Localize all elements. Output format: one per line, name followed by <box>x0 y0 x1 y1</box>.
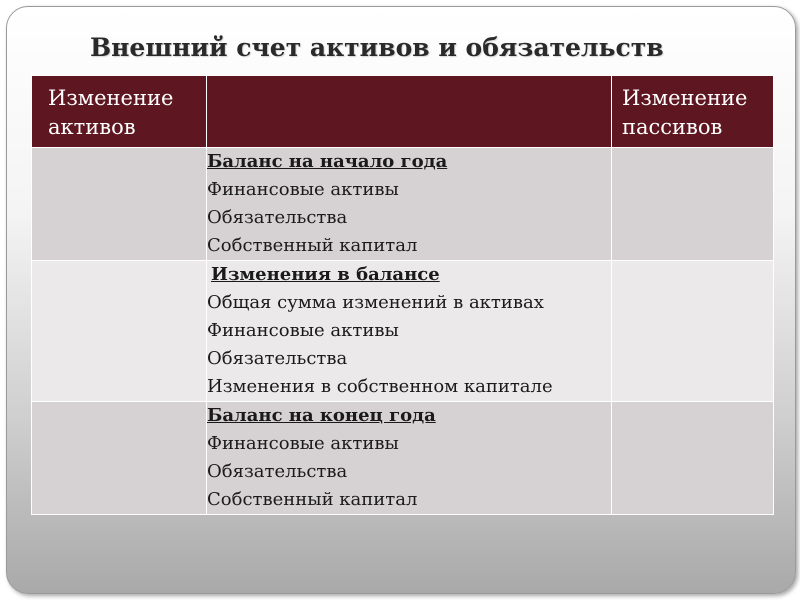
asset-changes-cell <box>32 261 207 402</box>
table-header-row <box>32 76 774 148</box>
accounts-table <box>31 75 774 515</box>
header-middle <box>207 76 612 148</box>
list-item: Обязательства <box>207 207 348 228</box>
list-item: Общая сумма изменений в активах <box>207 292 544 313</box>
balance-start-cell <box>207 148 612 261</box>
section-title: Баланс на начало года <box>207 151 448 172</box>
asset-changes-cell <box>32 402 207 515</box>
header-liability-changes <box>612 76 774 148</box>
list-item: Финансовые активы <box>207 433 399 454</box>
list-item: Обязательства <box>207 348 348 369</box>
asset-changes-cell <box>32 148 207 261</box>
table-row <box>32 148 774 261</box>
list-item: Финансовые активы <box>207 179 399 200</box>
list-item: Обязательства <box>207 461 348 482</box>
liability-changes-cell <box>612 148 774 261</box>
balance-changes-cell <box>207 261 612 402</box>
liability-changes-cell <box>612 261 774 402</box>
section-title: Баланс на конец года <box>207 405 436 426</box>
list-item: Финансовые активы <box>207 320 399 341</box>
header-asset-changes <box>32 76 207 148</box>
table-row <box>32 261 774 402</box>
balance-end-cell <box>207 402 612 515</box>
list-item: Собственный капитал <box>207 235 418 256</box>
header-liability-changes-line1: Изменение <box>622 86 748 110</box>
header-asset-changes-line2: активов <box>48 115 136 139</box>
list-item: Собственный капитал <box>207 489 418 510</box>
header-liability-changes-line2: пассивов <box>622 115 723 139</box>
list-item: Изменения в собственном капитале <box>207 376 553 397</box>
header-asset-changes-line1: Изменение <box>48 86 174 110</box>
section-title: Изменения в балансе <box>211 264 440 285</box>
page-title: Внешний счет активов и обязательств <box>90 33 664 62</box>
table-row <box>32 402 774 515</box>
liability-changes-cell <box>612 402 774 515</box>
